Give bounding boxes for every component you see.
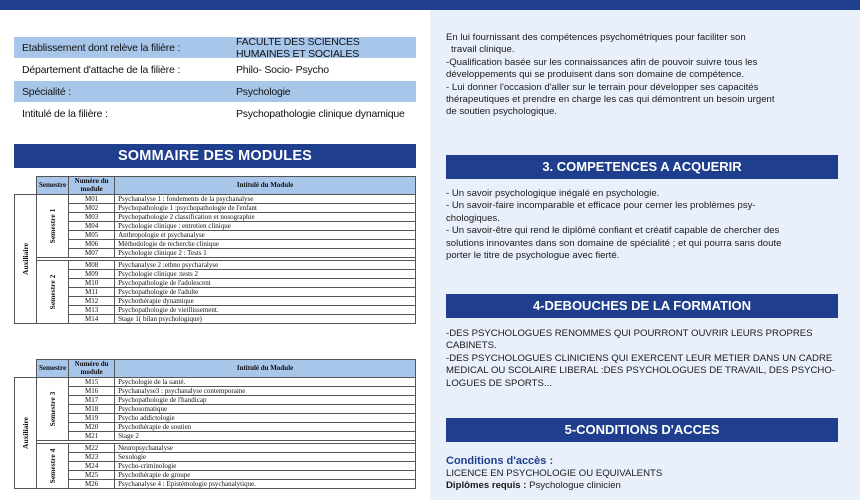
info-key: Département d'attache de la filière :: [22, 63, 181, 76]
table-row: [15, 306, 416, 315]
module-code: M25: [69, 471, 115, 480]
module-title: Anthropologie et psychanalyse: [115, 231, 416, 240]
module-code: M03: [69, 213, 115, 222]
header-intitule: Intitulé du Module: [115, 360, 416, 378]
module-title: Psychothérapie de soutien: [115, 423, 416, 432]
table-row: [15, 297, 416, 306]
info-value: Psychopathologie clinique dynamique: [236, 107, 405, 120]
module-title: Psychanalyse 4 : Epistémologie psychanalytique.: [115, 480, 416, 489]
module-code: M24: [69, 462, 115, 471]
module-title: Psychologie clinique 2 : Tests 1: [115, 249, 416, 258]
module-code: M26: [69, 480, 115, 489]
table-row: [15, 204, 416, 213]
module-code: M04: [69, 222, 115, 231]
semester-label: Semestre 3: [47, 391, 57, 427]
table-row: [15, 231, 416, 240]
header-numero: Numéro du module: [69, 360, 115, 378]
competence-line: porter le titre de psychologue avec fierté.: [446, 250, 620, 262]
table-row: [15, 432, 416, 441]
module-title: Psychopathologie de l'adolescent: [115, 279, 416, 288]
table-row: [15, 195, 416, 204]
group-cell: [15, 195, 37, 324]
header-blank: [15, 360, 37, 378]
table-row: [15, 270, 416, 279]
objective-line: thérapeutiques et prendre en charge les cas qui démontrent un besoin urgent: [446, 94, 775, 106]
module-title: Psychopathologie 2 classification et nosographie: [115, 213, 416, 222]
info-key: Intitulé de la filière :: [22, 107, 108, 120]
group-label: Auxiliaire: [20, 417, 30, 449]
debouche-line: -DES PSYCHOLOGUES CLINICIENS QUI EXERCENT LEUR METIER DANS UN CADRE: [446, 352, 833, 364]
table-row: [15, 387, 416, 396]
semester-label: Semestre 2: [47, 274, 57, 310]
module-title: Psychopathologie 1 :psychopathologie de l'enfant: [115, 204, 416, 213]
table-row: [15, 222, 416, 231]
header-semestre: Semestre: [37, 177, 69, 195]
diplomes-line: [446, 480, 838, 492]
table-row: [15, 288, 416, 297]
competence-line: solutions innovantes dans son domaine de spécialité ; et qui pourra sans doute: [446, 237, 782, 249]
info-row: [14, 59, 416, 80]
module-code: M10: [69, 279, 115, 288]
section-conditions-heading: 5-CONDITIONS D'ACCES: [446, 418, 838, 442]
conditions-title: Conditions d'accès :: [446, 455, 554, 467]
info-row: [14, 103, 416, 124]
table-row: [15, 279, 416, 288]
semester-cell: [37, 195, 69, 258]
table-row: [15, 315, 416, 324]
module-code: M09: [69, 270, 115, 279]
info-value: Psychologie: [236, 85, 291, 98]
module-title: Psychanalyse3 : psychanalyse contemporaine: [115, 387, 416, 396]
module-code: M01: [69, 195, 115, 204]
conditions-line: LICENCE EN PSYCHOLOGIE OU EQUIVALENTS: [446, 468, 663, 479]
info-value: FACULTE DES SCIENCES HUMAINES ET SOCIALES: [236, 35, 360, 60]
module-code: M11: [69, 288, 115, 297]
header-blank: [15, 177, 37, 195]
group-label: Auxiliaire: [20, 243, 30, 275]
table-row: [15, 453, 416, 462]
debouche-line: CABINETS.: [446, 340, 497, 352]
header-semestre: Semestre: [37, 360, 69, 378]
module-title: Sexologie: [115, 453, 416, 462]
module-title: Psychologie clinique :tests 2: [115, 270, 416, 279]
table-header-row: [15, 360, 416, 378]
objective-line: travail clinique.: [451, 44, 515, 56]
debouche-line: LOGUES DE SPORTS...: [446, 377, 552, 389]
module-title: Psychosomatique: [115, 405, 416, 414]
module-title: Psychanalyse 1 : fondements de la psychanalyse: [115, 195, 416, 204]
brochure-page: [0, 10, 860, 500]
module-code: M21: [69, 432, 115, 441]
section-competences-heading: 3. COMPETENCES A ACQUERIR: [446, 155, 838, 179]
competence-line: - Un savoir-être qui rend le diplômé confiant et créatif capable de chercher des: [446, 225, 780, 237]
debouches-text: [446, 328, 838, 390]
info-value: Philo- Socio- Psycho: [236, 63, 329, 76]
table-row: [15, 261, 416, 270]
module-code: M15: [69, 378, 115, 387]
module-code: M19: [69, 414, 115, 423]
table-row: [15, 213, 416, 222]
diplomes-label: Diplômes requis :: [446, 480, 527, 492]
module-title: Psychopathologie de l'handicap: [115, 396, 416, 405]
module-title: Neuropsychanalyse: [115, 444, 416, 453]
info-row: [14, 81, 416, 102]
module-title: Méthodologie de recherche clinique: [115, 240, 416, 249]
competence-line: - Un savoir psychologique inégalé en psychologie.: [446, 188, 660, 199]
module-code: M17: [69, 396, 115, 405]
module-code: M06: [69, 240, 115, 249]
objectives-text: [446, 32, 838, 119]
debouche-line: MEDICAL OU SCOLAIRE LIBERAL :DES PSYCHOLOGUES DE TRAVAIL, DES PSYCHO-: [446, 365, 836, 377]
module-title: Psycho addictologie: [115, 414, 416, 423]
module-code: M22: [69, 444, 115, 453]
info-row: [14, 37, 416, 58]
debouche-line: -DES PSYCHOLOGUES RENOMMES QUI POURRONT OUVRIR LEURS PROPRES: [446, 328, 813, 339]
objective-line: développements qui se produisent dans son domaine de compétence.: [446, 69, 745, 81]
module-title: Psychanalyse 2 :ethno psycharalyse: [115, 261, 416, 270]
info-key: Etablissement dont relève la filière :: [22, 41, 181, 54]
table-row: [15, 240, 416, 249]
module-title: Psychologie clinique : entretien clinique: [115, 222, 416, 231]
objective-line: En lui fournissant des compétences psychométriques pour faciliter son: [446, 32, 746, 43]
diplomes-value: Psychologue clinicien: [526, 480, 621, 492]
competence-line: - Un savoir-faire incomparable et efficace pour cerner les problèmes psy-: [446, 200, 756, 212]
modules-table-2: [14, 359, 416, 489]
header-intitule: Intitulé du Module: [115, 177, 416, 195]
module-code: M23: [69, 453, 115, 462]
module-title: Psychopathologie de l'adulte: [115, 288, 416, 297]
program-info: [14, 37, 416, 125]
objective-line: -Qualification basée sur les connaissances afin de pouvoir suivre tous les: [446, 56, 758, 68]
table-row: [15, 423, 416, 432]
module-title: Psycho-criminologie: [115, 462, 416, 471]
module-code: M16: [69, 387, 115, 396]
semester-label: Semestre 1: [47, 208, 57, 244]
module-code: M18: [69, 405, 115, 414]
table-row: [15, 405, 416, 414]
table-row: [15, 378, 416, 387]
objective-line: - Lui donner l'occasion d'aller sur le terrain pour développer ses capacités: [446, 81, 759, 93]
competence-line: chologiques.: [446, 212, 500, 224]
module-code: M12: [69, 297, 115, 306]
modules-table-1: [14, 176, 416, 324]
objective-line: de soutien psychologique.: [446, 106, 557, 118]
module-code: M07: [69, 249, 115, 258]
module-code: M14: [69, 315, 115, 324]
conditions-text: [446, 454, 838, 493]
section-debouches-heading: 4-DEBOUCHES DE LA FORMATION: [446, 294, 838, 318]
right-column: [430, 10, 860, 500]
module-code: M20: [69, 423, 115, 432]
module-title: Psychologie de la santé.: [115, 378, 416, 387]
table-row: [15, 414, 416, 423]
table-row: [15, 462, 416, 471]
table-row: [15, 249, 416, 258]
module-code: M02: [69, 204, 115, 213]
table-row: [15, 444, 416, 453]
info-key: Spécialité :: [22, 85, 71, 98]
left-column: [0, 10, 430, 500]
header-numero: Numéro du module: [69, 177, 115, 195]
module-title: Stage 2: [115, 432, 416, 441]
table-header-row: [15, 177, 416, 195]
semester-cell: [37, 378, 69, 441]
top-color-bar: [0, 0, 860, 10]
group-cell: [15, 378, 37, 489]
modules-heading: SOMMAIRE DES MODULES: [14, 144, 416, 168]
semester-cell: [37, 261, 69, 324]
module-title: Psychothérapie dynamique: [115, 297, 416, 306]
competences-text: [446, 188, 838, 262]
table-row: [15, 480, 416, 489]
module-code: M13: [69, 306, 115, 315]
semester-label: Semestre 4: [47, 448, 57, 484]
semester-cell: [37, 444, 69, 489]
module-title: Psychothérapie de groupe: [115, 471, 416, 480]
module-code: M05: [69, 231, 115, 240]
module-title: Stage 1( bilan psychologique): [115, 315, 416, 324]
table-row: [15, 396, 416, 405]
module-code: M08: [69, 261, 115, 270]
module-title: Psychopathologie de vieillissement.: [115, 306, 416, 315]
table-row: [15, 471, 416, 480]
